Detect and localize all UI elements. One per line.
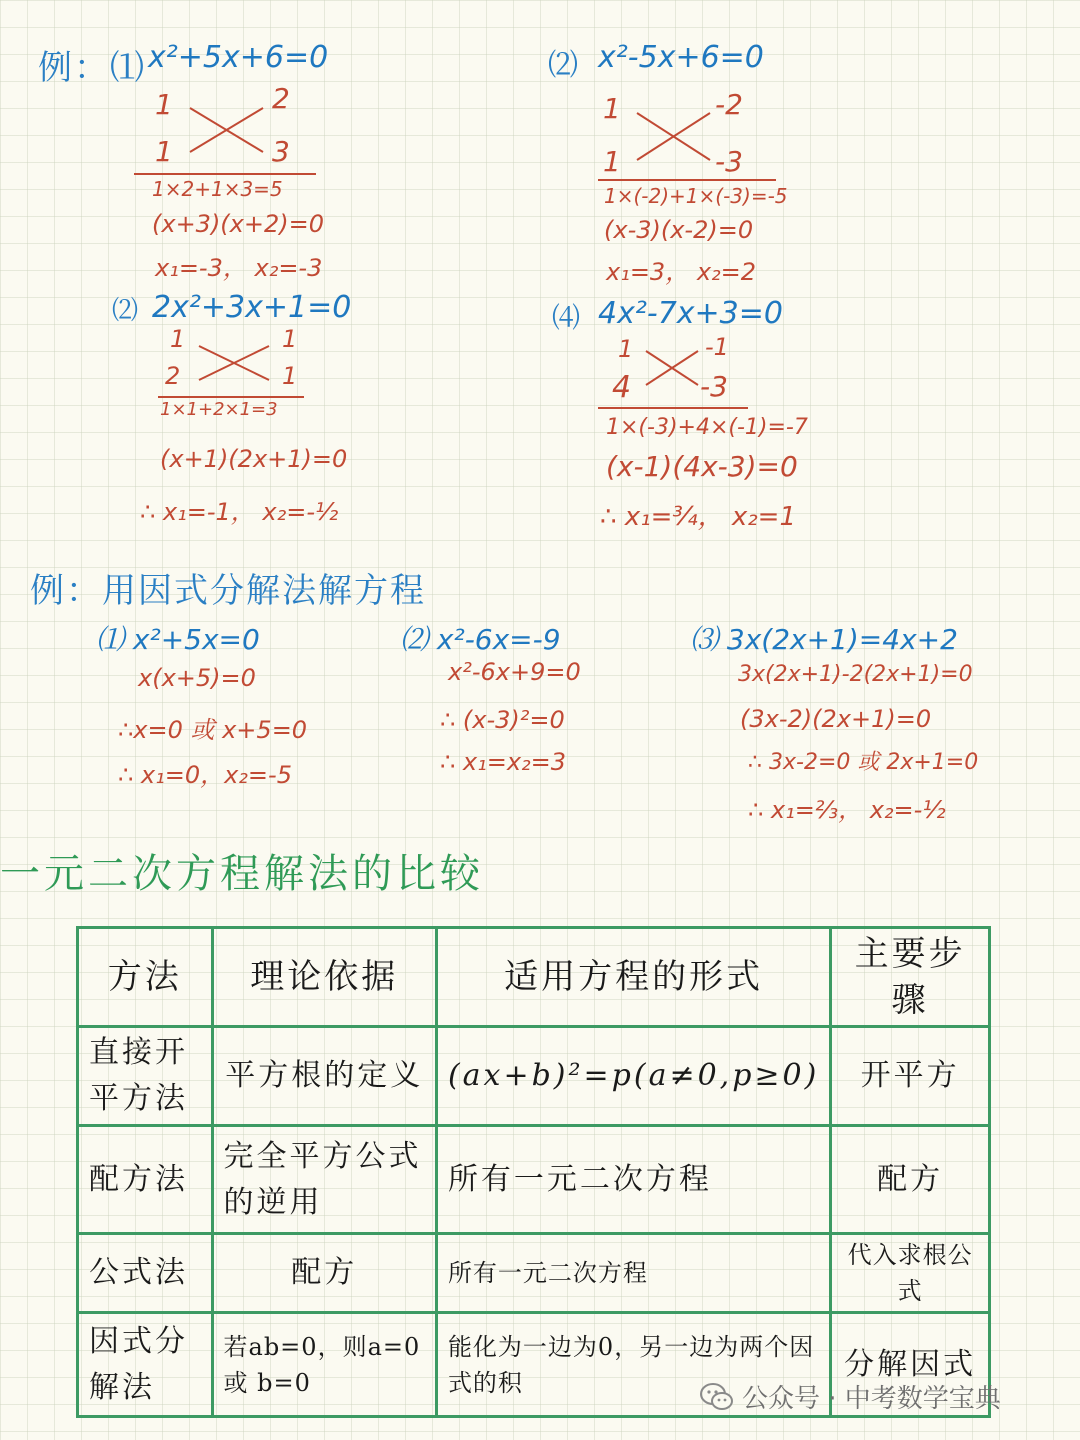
table-cell-form: 能化为一边为0，另一边为两个因式的积 <box>436 1313 830 1417</box>
watermark-text: 公众号 · 中考数学宝典 <box>742 1384 1001 1414</box>
ex1-p2-cross-br: -3 <box>715 145 743 178</box>
ex1-p2-check: 1×(-2)+1×(-3)=-5 <box>604 184 788 208</box>
ex1-p1-factor: (x+3)(x+2)=0 <box>152 210 324 238</box>
ex1-p4-factor: (x-1)(4x-3)=0 <box>606 450 798 483</box>
ex1-p4-cross-tr: -1 <box>705 333 729 361</box>
ex1-p2-cross-lines <box>632 105 717 165</box>
ex1-p3-factor: (x+1)(2x+1)=0 <box>160 445 348 473</box>
ex1-p2-cross-tr: -2 <box>715 88 743 121</box>
ex2-q1-equation: ⑴ x²+5x=0 <box>96 623 260 656</box>
ex1-p4-cross-br: -3 <box>700 370 728 403</box>
ex1-p3-equation: 2x²+3x+1=0 <box>152 290 352 325</box>
table-cell-steps: 开平方 <box>831 1027 990 1126</box>
ex2-q2-line-2: ∴ (x-3)²=0 <box>440 706 565 734</box>
ex2-q1-line-1: x(x+5)=0 <box>138 664 256 692</box>
ex2-q3-line-1: 3x(2x+1)-2(2x+1)=0 <box>738 662 973 687</box>
ex1-p3-rule <box>158 396 304 398</box>
table-cell-basis: 完全平方公式的逆用 <box>212 1126 436 1234</box>
ex2-q1-line-3: ∴ x₁=0，x₂=-5 <box>118 761 292 789</box>
ex1-p1-label: 例：⑴ <box>38 48 146 88</box>
table-header-cell: 适用方程的形式 <box>436 928 830 1027</box>
ex1-p1-equation: x²+5x+6=0 <box>148 40 329 75</box>
ex1-p3-cross-br: 1 <box>282 362 298 390</box>
ex2-q3-line-3: ∴ 3x-2=0 或 2x+1=0 <box>748 750 979 775</box>
ex1-p1-roots: x₁=-3， x₂=-3 <box>155 254 323 282</box>
table-cell-basis: 若ab=0，则a=0 或 b=0 <box>212 1313 436 1417</box>
table-header-cell: 主要步骤 <box>831 928 990 1027</box>
table-cell-steps: 代入求根公式 <box>831 1234 990 1313</box>
ex1-p1-check: 1×2+1×3=5 <box>152 177 283 201</box>
ex2-q1-line-2: ∴x=0 或 x+5=0 <box>118 716 308 744</box>
ex2-q2-equation: ⑵ x²-6x=-9 <box>400 623 561 656</box>
table-cell-form: 所有一元二次方程 <box>436 1234 830 1313</box>
ex2-q3-line-2: (3x-2)(2x+1)=0 <box>740 705 932 733</box>
table-cell-steps: 分解因式 <box>831 1313 990 1417</box>
table-cell-method: 配方法 <box>78 1126 213 1234</box>
table-header-row <box>78 928 990 1027</box>
ex1-p3-cross-tl: 1 <box>170 325 186 353</box>
table-cell-form: 所有一元二次方程 <box>436 1126 830 1234</box>
table-row <box>78 1126 990 1234</box>
table-header-cell: 理论依据 <box>212 928 436 1027</box>
ex1-p3-cross-tr: 1 <box>282 325 298 353</box>
table-cell-basis: 平方根的定义 <box>212 1027 436 1126</box>
ex1-p2-factor: (x-3)(x-2)=0 <box>604 216 754 244</box>
ex1-p4-cross-bl: 4 <box>612 370 632 405</box>
table-row <box>78 1027 990 1126</box>
ex1-p4-label: ⑷ <box>552 301 583 334</box>
ex1-p4-rule <box>598 407 748 409</box>
table-header-cell: 方法 <box>78 928 213 1027</box>
table-cell-method: 直接开平方法 <box>78 1027 213 1126</box>
table-cell-steps: 配方 <box>831 1126 990 1234</box>
compare-title: 一元二次方程解法的比较 <box>0 851 484 897</box>
ex1-p2-roots: x₁=3， x₂=2 <box>606 258 757 286</box>
ex1-p1-cross-tl: 1 <box>155 88 173 121</box>
ex1-p2-cross-tl: 1 <box>603 92 621 125</box>
ex2-q3-equation: ⑶ 3x(2x+1)=4x+2 <box>690 623 958 656</box>
ex1-p1-cross-br: 3 <box>272 135 290 168</box>
ex1-p4-check: 1×(-3)+4×(-1)=-7 <box>606 415 808 440</box>
ex1-p3-check: 1×1+2×1=3 <box>160 399 278 420</box>
ex2-title: 例：用因式分解法解方程 <box>30 571 426 611</box>
ex2-q3-line-4: ∴ x₁=⅔， x₂=-½ <box>748 796 946 824</box>
ex1-p2-equation: x²-5x+6=0 <box>598 40 764 75</box>
ex1-p2-rule <box>598 179 776 181</box>
ex1-p1-rule <box>134 173 316 175</box>
ex1-p3-cross-bl: 2 <box>165 362 181 390</box>
ex1-p3-roots: ∴ x₁=-1， x₂=-½ <box>140 498 339 526</box>
ex1-p2-cross-bl: 1 <box>603 145 621 178</box>
ex1-p3-cross-lines <box>195 340 275 385</box>
ex1-p4-roots: ∴ x₁=¾， x₂=1 <box>600 502 797 532</box>
ex1-p3-label: ⑵ <box>112 296 141 326</box>
watermark <box>700 1378 1001 1415</box>
table-cell-method: 因式分解法 <box>78 1313 213 1417</box>
wechat-icon <box>700 1382 734 1412</box>
table-row <box>78 1234 990 1313</box>
ex1-p1-cross-bl: 1 <box>155 135 173 168</box>
table-cell-form: (ax+b)²=p(a≠0,p≥0) <box>436 1027 830 1126</box>
ex1-p2-label: ⑵ <box>548 48 580 83</box>
comparison-table <box>76 926 991 1418</box>
ex1-p4-equation: 4x²-7x+3=0 <box>598 296 783 331</box>
ex1-p4-cross-tl: 1 <box>618 335 634 363</box>
ex2-q2-line-3: ∴ x₁=x₂=3 <box>440 748 567 776</box>
table-cell-method: 公式法 <box>78 1234 213 1313</box>
table-cell-basis: 配方 <box>212 1234 436 1313</box>
ex2-q2-line-1: x²-6x+9=0 <box>448 658 581 686</box>
ex1-p1-cross-lines <box>185 100 270 160</box>
ex1-p4-cross-lines <box>642 345 704 390</box>
ex1-p1-cross-tr: 2 <box>272 82 290 115</box>
